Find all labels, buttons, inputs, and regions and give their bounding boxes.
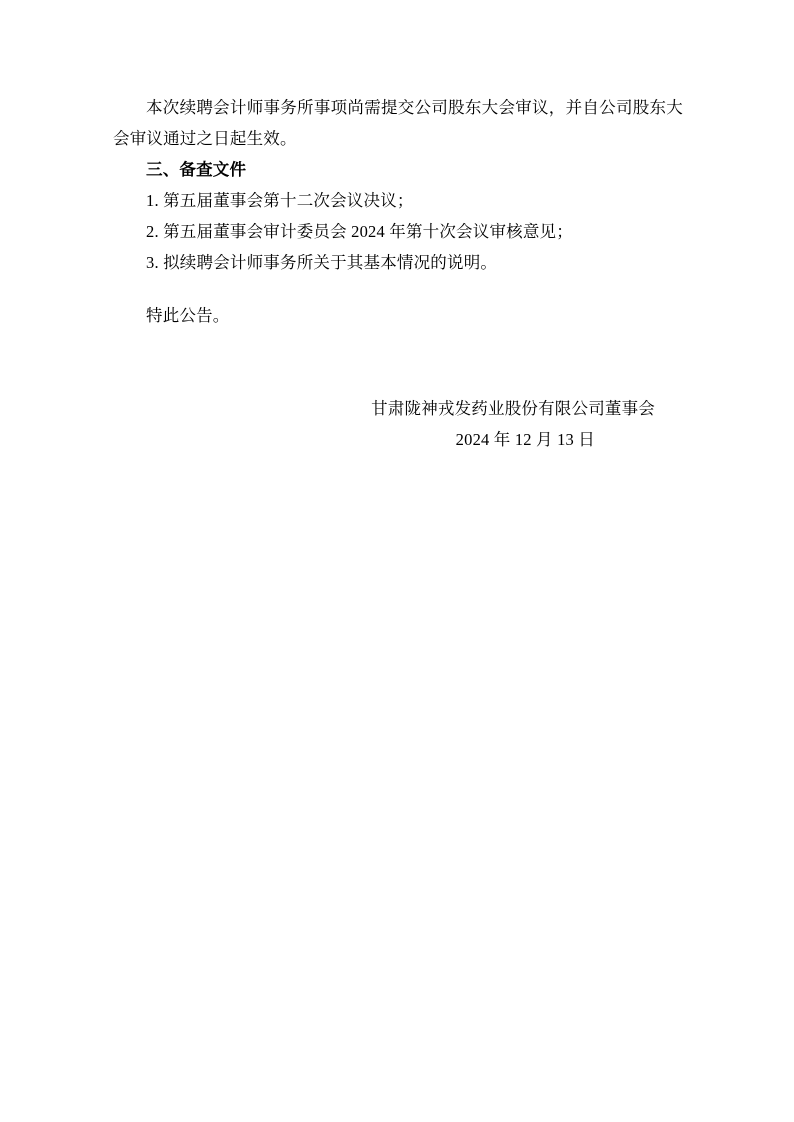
- document-content: [113, 92, 683, 455]
- spacer: [113, 278, 683, 300]
- notice-text: 特此公告。: [146, 306, 230, 325]
- list-item: 1. 第五届董事会第十二次会议决议；: [146, 191, 414, 210]
- list-item: 2. 第五届董事会审计委员会 2024 年第十次会议审核意见；: [146, 222, 573, 241]
- list-item: 3. 拟续聘会计师事务所关于其基本情况的说明。: [146, 253, 498, 272]
- signature-date: 2024 年 12 月 13 日: [455, 430, 595, 449]
- signature-block: [113, 393, 683, 455]
- body-paragraph: 本次续聘会计师事务所事项尚需提交公司股东大会审议，并自公司股东大会审议通过之日起生效。: [113, 98, 683, 148]
- signature-company: 甘肃陇神戎发药业股份有限公司董事会: [371, 399, 655, 418]
- section-heading-reference-documents: 三、备查文件: [146, 160, 247, 179]
- spacer: [113, 331, 683, 393]
